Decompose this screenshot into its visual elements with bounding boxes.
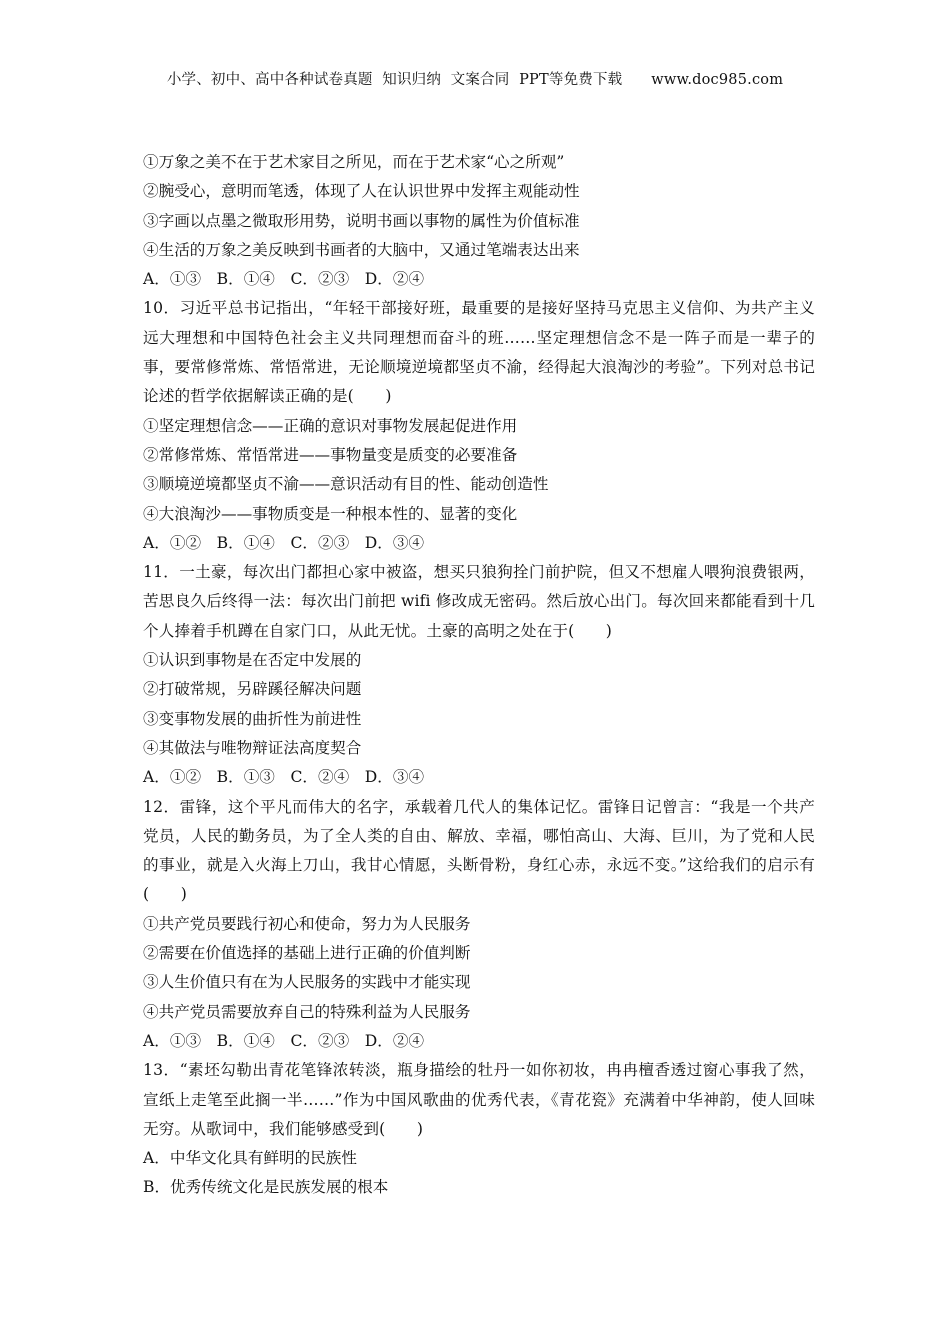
q10-option-1: ①坚定理想信念——正确的意识对事物发展起促进作用: [143, 416, 518, 435]
q12-option-4: ④共产党员需要放弃自己的特殊利益为人民服务: [143, 1002, 471, 1021]
q11-option-3: ③变事物发展的曲折性为前进性: [143, 709, 362, 728]
q13-stem: 13．“素坯勾勒出青花笔锋浓转淡，瓶身描绘的牡丹一如你初妆，冉冉檀香透过窗心事我了然，宣纸上走笔至此搁一半……”作为中国风歌曲的优秀代表，《青花瓷》充满着中华神韵，使人回味无穷。从歌词中，我们能够感受到( ): [143, 1061, 815, 1138]
question-13: [143, 1056, 815, 1202]
q10-stem: 10．习近平总书记指出，“年轻干部接好班，最重要的是接好坚持马克思主义信仰、为共产主义远大理想和中国特色社会主义共同理想而奋斗的班……坚定理想信念不是一阵子而是一辈子的事，要常修常炼、常悟常进，无论顺境逆境都坚贞不渝，经得起大浪淘沙的考验”。下列对总书记论述的哲学依据解读正确的是( ): [143, 299, 815, 406]
q9-option-1: ①万象之美不在于艺术家目之所见，而在于艺术家“心之所观”: [143, 153, 565, 171]
q11-choices: A．①② B．①③ C．②④ D．③④: [143, 768, 425, 787]
q13-option-a: A．中华文化具有鲜明的民族性: [143, 1149, 357, 1168]
question-9: [143, 148, 815, 294]
q11-stem: 11．一土豪，每次出门都担心家中被盗，想买只狼狗拴门前护院，但又不想雇人喂狗浪费银两，苦思良久后终得一法：每次出门前把 wifi 修改成无密码。然后放心出门。每次回来都能看到十几个人捧着手机蹲在自家门口，从此无忧。土豪的高明之处在于( ): [143, 563, 815, 640]
q11-option-4: ④其做法与唯物辩证法高度契合: [143, 738, 362, 757]
q10-choices: A．①② B．①④ C．②③ D．③④: [143, 533, 425, 552]
q12-option-1: ①共产党员要践行初心和使命，努力为人民服务: [143, 914, 471, 933]
q12-choices: A．①③ B．①④ C．②③ D．②④: [143, 1031, 425, 1050]
q9-option-2: ②腕受心，意明而笔透，体现了人在认识世界中发挥主观能动性: [143, 182, 580, 201]
q12-option-3: ③人生价值只有在为人民服务的实践中才能实现: [143, 973, 471, 992]
q11-option-1: ①认识到事物是在否定中发展的: [143, 651, 362, 670]
q10-option-3: ③顺境逆境都坚贞不渝——意识活动有目的性、能动创造性: [143, 475, 549, 494]
q11-option-2: ②打破常规，另辟蹊径解决问题: [143, 680, 362, 699]
q13-option-b: B．优秀传统文化是民族发展的根本: [143, 1178, 389, 1197]
question-12: [143, 793, 815, 1057]
question-11: [143, 558, 815, 792]
q10-option-4: ④大浪淘沙——事物质变是一种根本性的、显著的变化: [143, 504, 518, 523]
q9-option-3: ③字画以点墨之微取形用势，说明书画以事物的属性为价值标准: [143, 211, 580, 230]
q10-option-2: ②常修常炼、常悟常进——事物量变是质变的必要准备: [143, 445, 518, 464]
q12-stem: 12．雷锋，这个平凡而伟大的名字，承载着几代人的集体记忆。雷锋日记曾言：“我是一个共产党员，人民的勤务员，为了全人类的自由、解放、幸福，哪怕高山、大海、巨川，为了党和人民的事业，就是入火海上刀山，我甘心情愿，头断骨粉，身红心赤，永远不变。”这给我们的启示有( ): [143, 797, 815, 904]
q9-choices: A．①③ B．①④ C．②③ D．②④: [143, 270, 425, 289]
q12-option-2: ②需要在价值选择的基础上进行正确的价值判断: [143, 944, 471, 963]
question-10: [143, 294, 815, 558]
page-header: 小学、初中、高中各种试卷真题 知识归纳 文案合同 PPT等免费下载 www.doc985.com: [166, 72, 784, 88]
q9-option-4: ④生活的万象之美反映到书画者的大脑中，又通过笔端表达出来: [143, 240, 580, 259]
document-body: [143, 148, 815, 1203]
